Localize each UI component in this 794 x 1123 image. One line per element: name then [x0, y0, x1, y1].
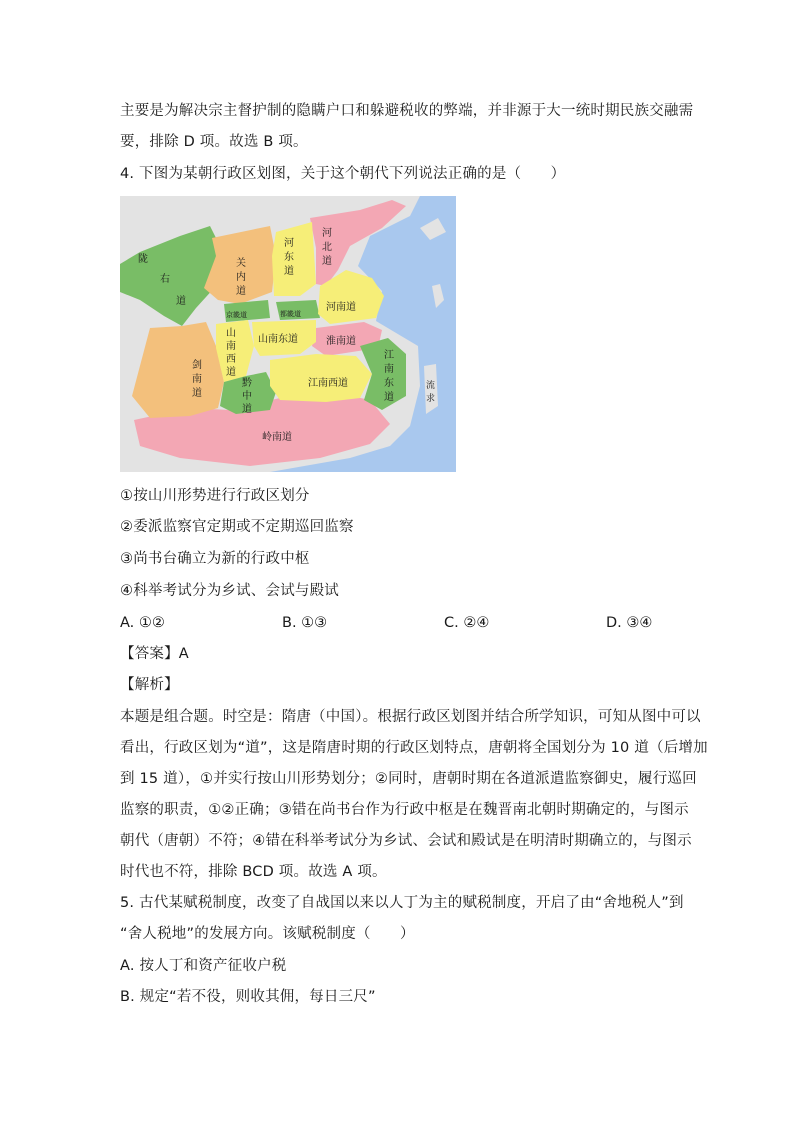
question-4: 4. 下图为某朝行政区划图，关于这个朝代下列说法正确的是（ ） — [120, 166, 566, 182]
svg-text:中: 中 — [242, 391, 252, 402]
svg-text:剑: 剑 — [192, 360, 202, 371]
svg-text:山: 山 — [226, 328, 236, 339]
label-huainan: 淮南道 — [326, 336, 356, 347]
analysis-line-3: 到 15 道），①并实行按山川形势划分；②同时，唐朝时期在各道派遣监察御史，履行巡回 — [120, 771, 697, 787]
svg-text:道: 道 — [226, 367, 236, 378]
svg-text:流: 流 — [426, 381, 436, 391]
statement-1: ①按山川形势进行行政区划分 — [120, 488, 310, 504]
map-svg — [120, 196, 456, 472]
svg-text:道: 道 — [384, 392, 394, 403]
option-b: B. ①③ — [282, 615, 328, 631]
svg-text:东: 东 — [384, 378, 394, 389]
statement-2: ②委派监察官定期或不定期巡回监察 — [120, 519, 354, 535]
svg-text:南: 南 — [384, 364, 394, 375]
svg-text:道: 道 — [322, 256, 332, 267]
svg-text:关: 关 — [236, 258, 246, 269]
svg-text:北: 北 — [322, 242, 332, 253]
analysis-title: 【解析】 — [120, 677, 179, 693]
label-shannandong: 山南东道 — [258, 334, 298, 345]
option-d: D. ③④ — [606, 615, 653, 631]
analysis-line-1: 本题是组合题。时空是：隋唐（中国）。根据行政区划图并结合所学知识，可知从图中可以 — [120, 709, 701, 725]
label-longyou-b: 右 — [160, 274, 170, 285]
svg-text:河: 河 — [284, 238, 294, 249]
label-guannei — [236, 257, 246, 297]
label-hebei — [322, 227, 332, 267]
svg-text:西: 西 — [226, 354, 236, 365]
tang-admin-map — [120, 196, 456, 472]
svg-text:南: 南 — [226, 341, 236, 352]
label-longyou-c: 道 — [176, 296, 186, 307]
question-5-line-2: “舍人税地”的发展方向。该赋税制度（ ） — [120, 926, 415, 942]
svg-text:黔: 黔 — [242, 378, 252, 389]
svg-text:求: 求 — [426, 394, 436, 404]
analysis-line-6: 时代也不符，排除 BCD 项。故选 A 项。 — [120, 864, 387, 880]
line-1: 主要是为解决宗主督护制的隐瞒户口和躲避税收的弊端，并非源于大一统时期民族交融需 — [120, 103, 694, 119]
label-lingnan: 岭南道 — [262, 432, 292, 443]
statement-4: ④科举考试分为乡试、会试与殿试 — [120, 583, 339, 599]
svg-text:道: 道 — [242, 404, 252, 415]
analysis-line-4: 监察的职责，①②正确；③错在尚书台作为行政中枢是在魏晋南北朝时期确定的，与图示 — [120, 802, 689, 818]
option-c: C. ②④ — [444, 615, 490, 631]
analysis-line-2: 看出，行政区划为“道”，这是隋唐时期的行政区划特点，唐朝将全国划分为 10 道（后增加 — [120, 740, 708, 756]
label-jingji: 京畿道 — [226, 311, 247, 319]
svg-text:东: 东 — [284, 252, 294, 263]
label-henan: 河南道 — [326, 302, 356, 313]
label-duji: 都畿道 — [280, 310, 301, 318]
svg-text:内: 内 — [236, 272, 246, 283]
q5-option-b: B. 规定“若不役，则收其佣，每日三尺” — [120, 989, 376, 1005]
svg-text:南: 南 — [192, 374, 202, 385]
label-qianzhong — [242, 377, 252, 415]
label-jiannan — [192, 358, 202, 399]
label-hedong — [284, 237, 294, 277]
line-2: 要，排除 D 项。故选 B 项。 — [120, 134, 308, 150]
answer: 【答案】A — [120, 646, 189, 662]
svg-text:江: 江 — [384, 350, 394, 361]
analysis-line-5: 朝代（唐朝）不符；④错在科举考试分为乡试、会试和殿试是在明清时期确立的，与图示 — [120, 833, 692, 849]
label-longyou-a: 陇 — [138, 254, 148, 265]
label-jiangnanxi: 江南西道 — [308, 378, 348, 389]
question-5-line-1: 5. 古代某赋税制度，改变了自战国以来以人丁为主的赋税制度，开启了由“舍地税人”到 — [120, 895, 684, 911]
svg-text:道: 道 — [192, 388, 202, 399]
statement-3: ③尚书台确立为新的行政中枢 — [120, 551, 310, 567]
svg-text:河: 河 — [322, 228, 332, 239]
q5-option-a: A. 按人丁和资产征收户税 — [120, 958, 287, 974]
svg-text:道: 道 — [236, 286, 246, 297]
svg-text:道: 道 — [284, 266, 294, 277]
option-a: A. ①② — [120, 615, 165, 631]
